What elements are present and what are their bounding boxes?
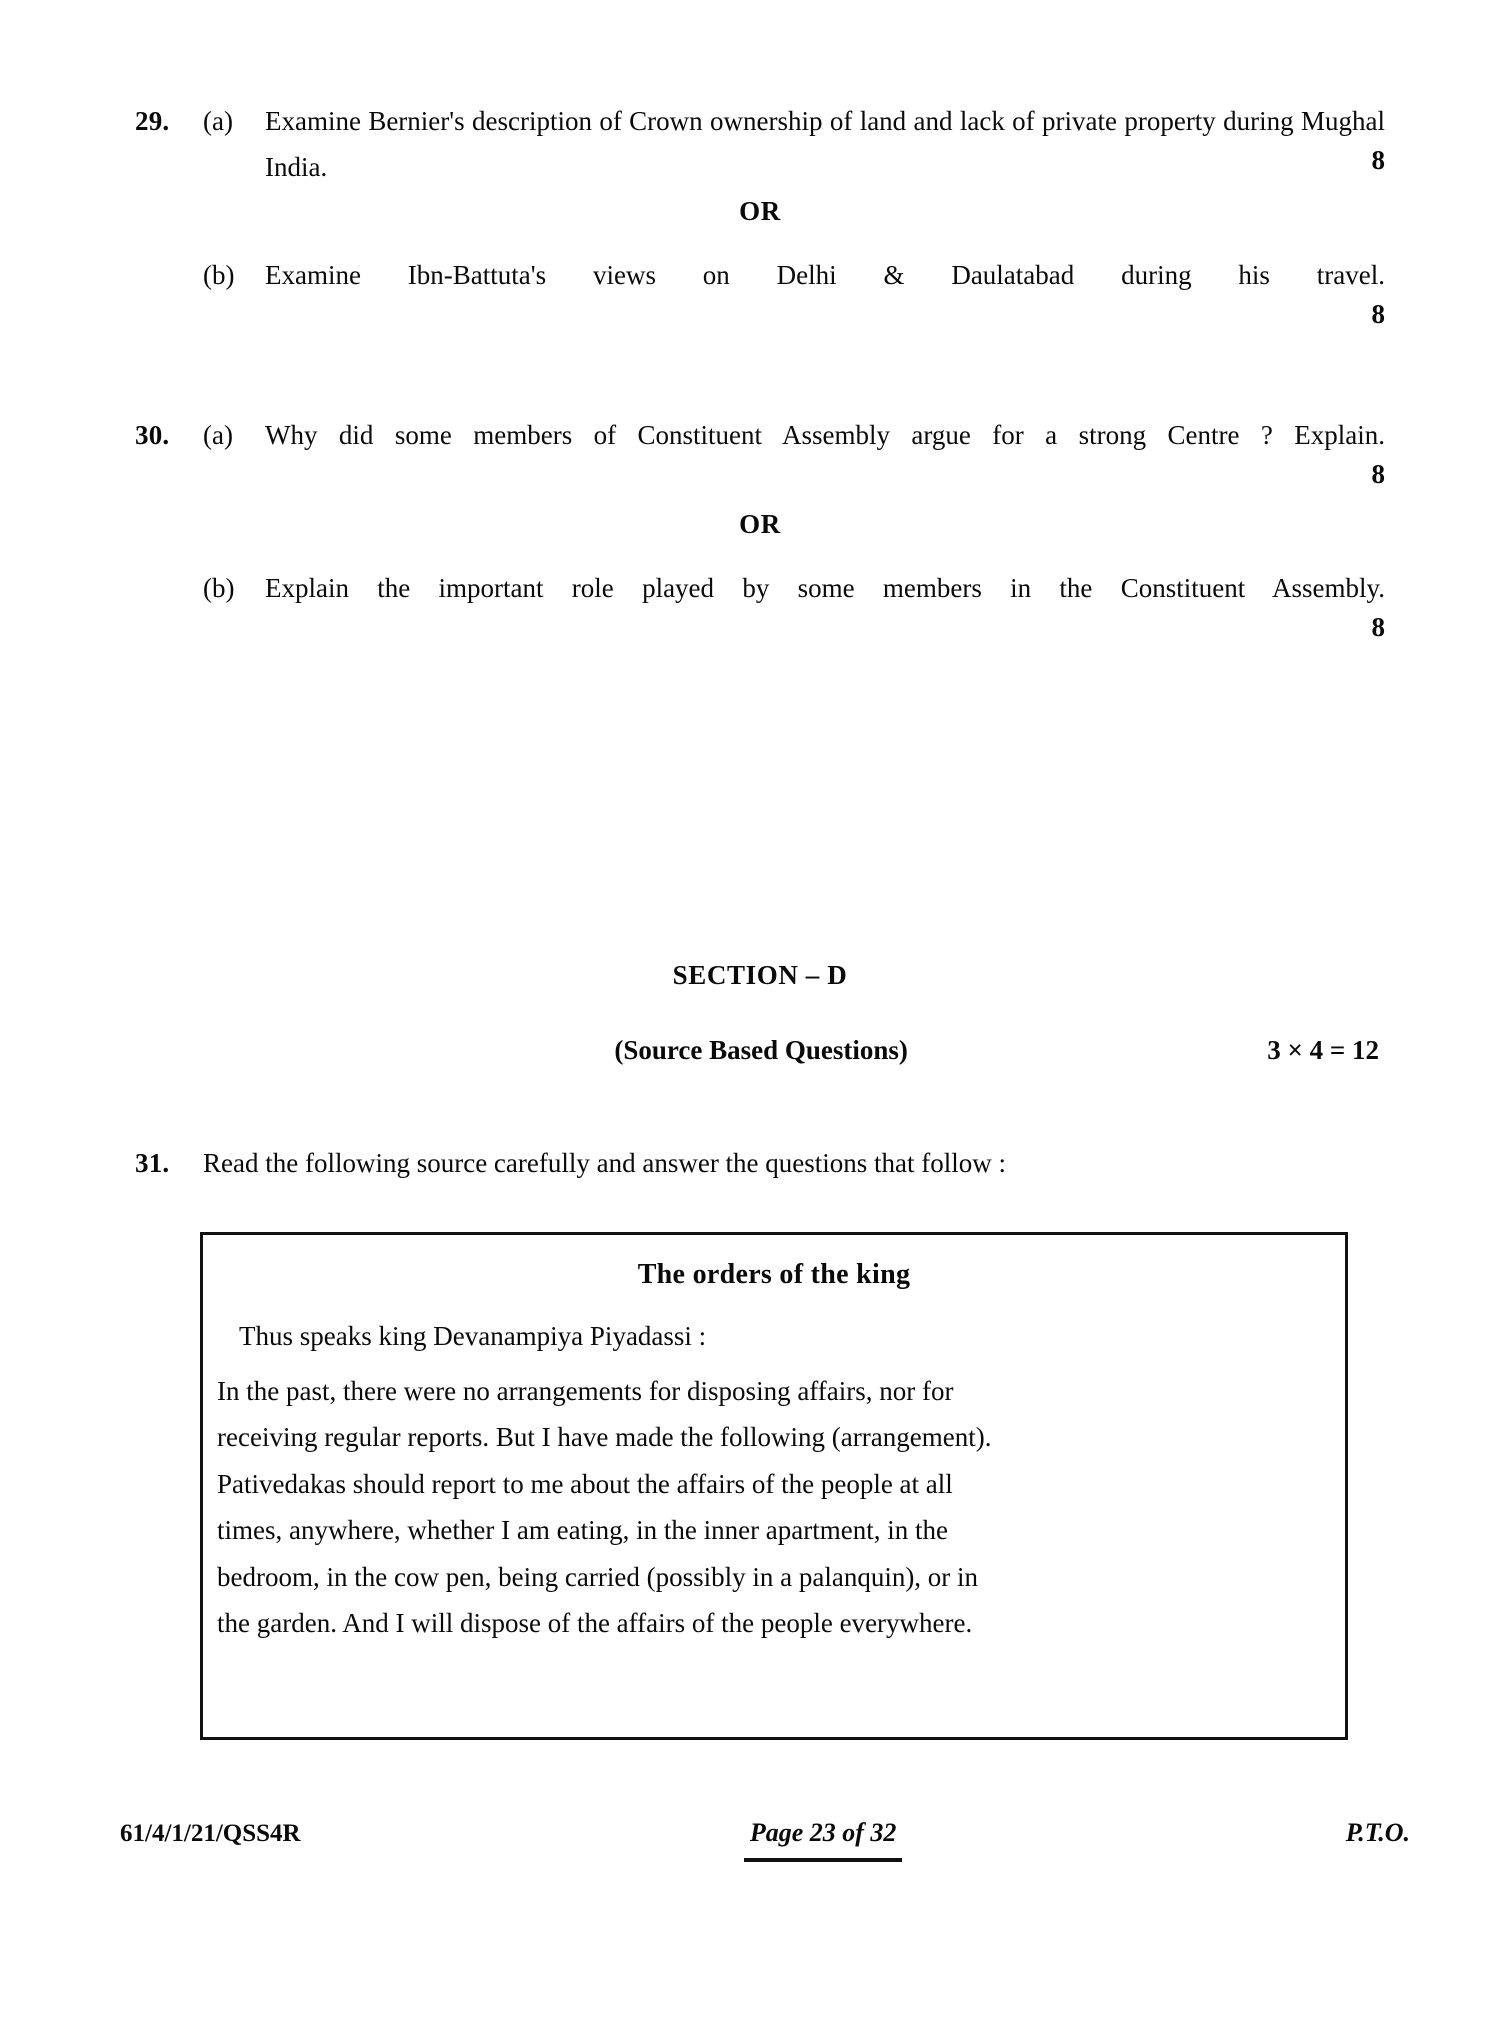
paper-code: 61/4/1/21/QSS4R [120,1820,301,1847]
question-30-option-b [135,565,1385,658]
question-29b-label: (b) [203,260,235,290]
page-number-label: Page 23 of 32 [744,1818,903,1862]
question-30a-marks: 8 [1371,459,1385,489]
question-29b-text: Examine Ibn-Battuta's views on Delhi & Daulatabad during his travel. [265,260,1385,290]
source-box-title: The orders of the king [637,1259,911,1290]
question-29b-body [265,252,1385,345]
question-29a-marks: 8 [1371,145,1385,175]
source-line: the garden. And I will dispose of the affairs of the people everywhere. [217,1608,973,1639]
question-30-number: 30. [135,420,170,450]
section-d-subheading-row [135,1035,1385,1066]
question-29-number: 29. [135,106,170,136]
question-29a-label: (a) [203,106,233,136]
question-29-or-separator: OR [739,196,781,226]
question-31-instruction: Read the following source carefully and answer the questions that follow : [203,1148,1007,1178]
question-29-option-b-block [135,252,1385,345]
question-29a-text: Examine Bernier's description of Crown ownership of land and lack of private property during Mughal India. [265,106,1385,183]
question-30-option-b-block [135,565,1385,658]
question-29b-marks: 8 [1371,299,1385,329]
section-d-marks-formula: 3 × 4 = 12 [1267,1035,1379,1065]
question-30-or-separator: OR [739,509,781,539]
question-31-intro [135,1140,1385,1186]
page-footer [120,1818,1410,1862]
source-line: In the past, there were no arrangements for disposing affairs, nor for [217,1376,954,1406]
question-30-option-a [135,412,1385,505]
source-line: Pativedakas should report to me about the affairs of the people at all [217,1468,953,1499]
question-30a-body [265,412,1385,505]
source-box [200,1232,1348,1740]
source-line: receiving regular reports. But I have made the following (arrangement). [217,1422,992,1453]
question-31-number: 31. [135,1148,170,1178]
question-30a-text: Why did some members of Constituent Assembly argue for a strong Centre ? Explain. [265,420,1385,450]
source-line: times, anywhere, whether I am eating, in the inner apartment, in the [217,1515,948,1546]
source-line: bedroom, in the cow pen, being carried (possibly in a palanquin), or in [217,1561,979,1592]
question-30 [135,412,1385,505]
question-30b-text: Explain the important role played by some members in the Constituent Assembly. [265,573,1385,603]
question-30a-label: (a) [203,420,233,450]
source-box-speaker-line: Thus speaks king Devanampiya Piyadassi : [239,1321,707,1351]
question-29-option-b [135,252,1385,345]
turn-over-label: P.T.O. [1345,1818,1410,1847]
source-box-body [203,1368,1345,1647]
question-30b-body [265,565,1385,658]
question-30b-label: (b) [203,573,235,603]
section-d-heading: SECTION – D [672,960,848,990]
question-30b-marks: 8 [1371,612,1385,642]
section-d-subheading: (Source Based Questions) [614,1035,908,1065]
